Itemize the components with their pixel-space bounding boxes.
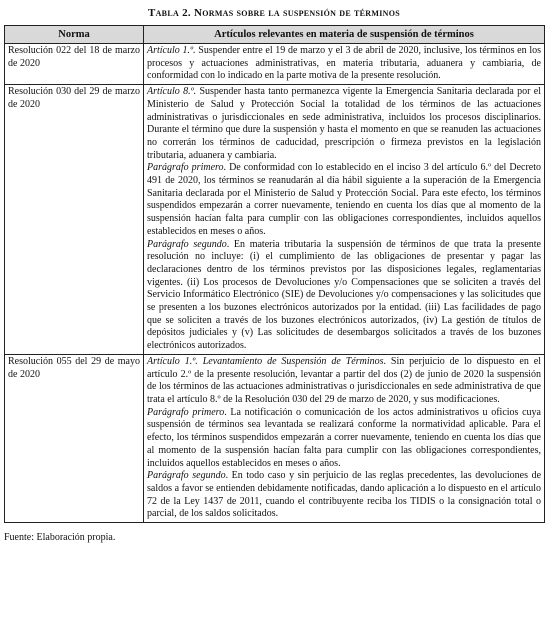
- paragraph-text: Suspender entre el 19 de marzo y el 3 de abril de 2020, inclusive, los términos en los procesos y actuaciones administrativas, en materia tributaria, aduanera y cambiaria, de conformidad con lo indicado en la parte motiva de la presente resolución.: [147, 45, 541, 82]
- paragraph-lead: Artículo 1.º.: [147, 45, 196, 56]
- paragraph-lead: Parágrafo primero: [147, 162, 224, 174]
- paragraph-text: . De conformidad con lo establecido en el inciso 3 del artículo 6.º del Decreto 491 de 2020, los términos se reanudarán al día hábil siguiente a la superación de la Emergencia Sanitaria declarada por el Ministerio de Salud y Protección Social. Para este efecto, los términos suspendidos empezarán a correr nuevamente, teniendo en cuenta los días que al momento de la suspensión hacían falta para cumplir con las obligaciones correspondientes, incluidos aquellos establecidos en meses o años.: [147, 162, 541, 237]
- table-body: [5, 44, 545, 523]
- article-paragraph: [147, 239, 541, 353]
- paragraph-text: . Sin perjuicio de lo dispuesto en el artículo 2.º de la presente resolución, levantar a partir del dos (2) de junio de 2020 la suspensión de los términos de las actuaciones administrativas o jurisdiccionales en sede administrativa de que trata el artículo 8.º de la Resolución 030 del 29 de marzo de 2020, y sus modificaciones.: [147, 355, 541, 405]
- table-row: [5, 44, 545, 85]
- articles-cell: [144, 85, 545, 355]
- header-norma: Norma: [5, 26, 144, 44]
- source-note: Fuente: Elaboración propia.: [4, 532, 116, 544]
- table-caption: Tabla 2. Normas sobre la suspensión de términos: [147, 7, 401, 19]
- paragraph-lead: Parágrafo primero: [147, 406, 225, 418]
- header-articulos: Artículos relevantes en materia de suspensión de términos: [144, 26, 545, 44]
- table-header: [5, 26, 545, 44]
- articles-cell: [144, 44, 545, 85]
- article-paragraph: [147, 470, 541, 521]
- paragraph-lead: Artículo 8.º.: [147, 86, 197, 98]
- norma-cell: Resolución 022 del 18 de marzo de 2020: [5, 44, 144, 85]
- article-paragraph: [147, 86, 541, 162]
- paragraph-text: Suspender hasta tanto permanezca vigente la Emergencia Sanitaria declarada por el Ministerio de Salud y Protección Social la totalidad de los términos de las actuaciones administrativas o jurisdiccionales en sede administrativa, incluidos los procesos disciplinarios. Durante el término que dure la suspensión y hasta el momento en que se reanuden las actuaciones no correrán los términos de caducidad, prescripción o firmeza previstos en la legislación tributaria, aduanera y cambiaria.: [147, 86, 541, 161]
- article-paragraph: [147, 45, 541, 83]
- header-row: [5, 26, 545, 44]
- norma-cell: Resolución 055 del 29 de mayo de 2020: [5, 354, 144, 522]
- paragraph-text: . En materia tributaria la suspensión de términos de que trata la presente resolución no incluye: (i) el cumplimiento de las obligaciones de presentar y pagar las declaraciones dentro de los términos previstos por las disposiciones legales, reglamentarias vigentes. (ii) Los procesos de Devoluciones y/o Compensaciones que se soliciten a través del Servicio Informático Electrónico (SIE) de Devoluciones y/o compensaciones y las solicitudes que se presenten a los buzones electrónicos autorizados por la entidad. (iii) Las facilidades de pago que se soliciten a través de los buzones electrónicos autorizados, (iv) La gestión de títulos de depósitos judiciales y (v) Las solicitudes de desembargos solicitados a través de los buzones electrónicos autorizados.: [147, 238, 541, 352]
- paragraph-lead: Parágrafo segundo: [147, 238, 227, 250]
- table-row: [5, 85, 545, 355]
- norms-table: [4, 25, 545, 523]
- paragraph-text: . La notificación o comunicación de los actos administrativos u oficios cuya suspensión de términos sea levantada se realizará conforme la normatividad aplicable. Para el efecto, los términos suspendidos empezarán a correr nuevamente, teniendo en cuenta los días que al momento de la suspensión hacían falta para cumplir con las obligaciones correspondientes, incluidos aquellos establecidos en meses o años.: [147, 406, 541, 469]
- norma-cell: Resolución 030 del 29 de marzo de 2020: [5, 85, 144, 355]
- table-row: [5, 354, 545, 522]
- article-paragraph: [147, 356, 541, 407]
- paragraph-lead: Artículo 1.º. Levantamiento de Suspensión de Términos: [147, 355, 384, 367]
- paragraph-text: . En todo caso y sin perjuicio de las reglas precedentes, las devoluciones de saldos a favor se entienden debidamente notificadas, dando aplicación a lo dispuesto en el artículo 72 de la Ley 1437 de 2011, cuando el contribuyente reciba los TIDIS o la consignación total o parcial, de los saldos solicitados.: [147, 470, 542, 520]
- article-paragraph: [147, 162, 541, 238]
- paragraph-lead: Parágrafo segundo: [147, 470, 226, 482]
- article-paragraph: [147, 407, 541, 471]
- articles-cell: [144, 354, 545, 522]
